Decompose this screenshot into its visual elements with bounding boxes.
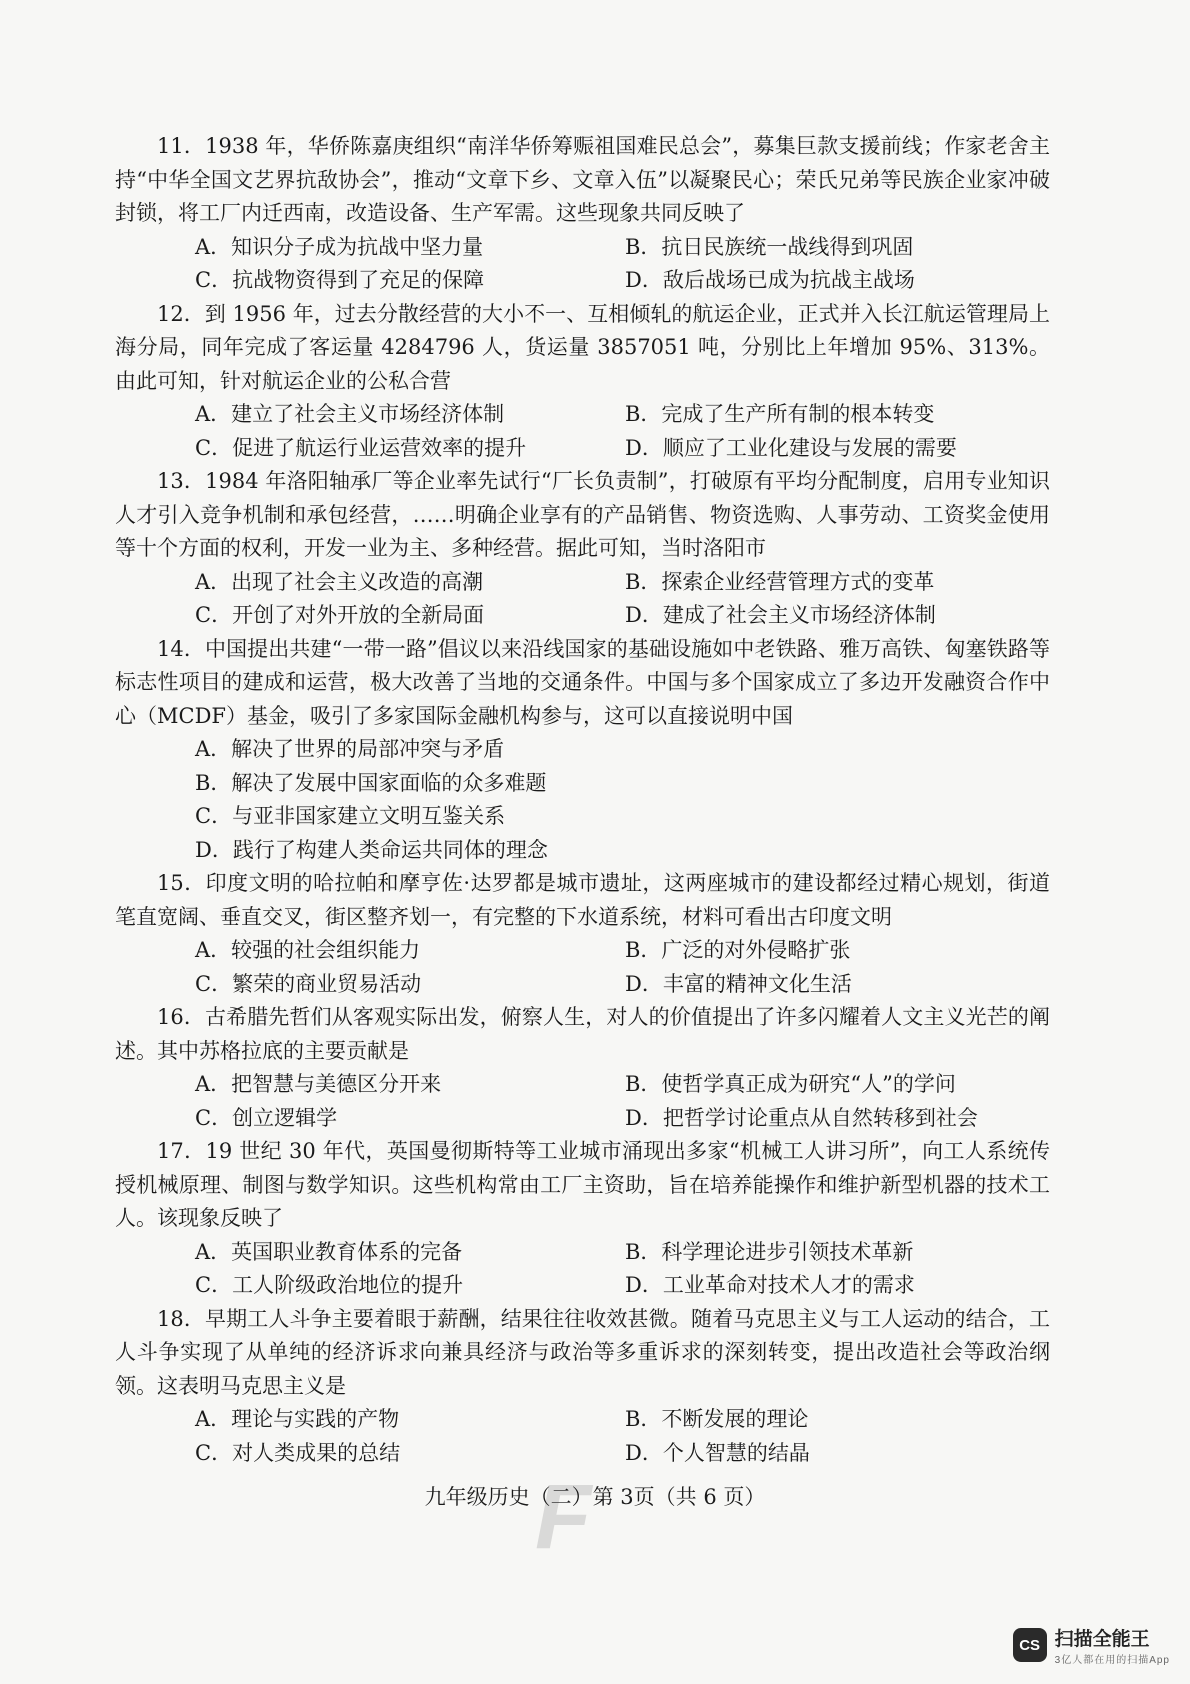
options	[115, 566, 1050, 633]
options	[115, 934, 1050, 1001]
question-stem: 18．早期工人斗争主要着眼于薪酬，结果往往收效甚微。随着马克思主义与工人运动的结合，工人斗争实现了从单纯的经济诉求向兼具经济与政治等多重诉求的深刻转变，提出改造社会等政治纲领。这表明马克思主义是	[115, 1306, 1050, 1398]
question-stem: 13．1984 年洛阳轴承厂等企业率先试行“厂长负责制”，打破原有平均分配制度，启用专业知识人才引入竞争机制和承包经营，……明确企业享有的产品销售、物资选购、人事劳动、工资奖金使用等十个方面的权利，开发一业为主、多种经营。据此可知，当时洛阳市	[115, 469, 1050, 560]
options	[115, 398, 1050, 465]
options	[115, 1068, 1050, 1135]
question-16	[115, 1001, 1050, 1135]
question-stem: 15．印度文明的哈拉帕和摩亨佐·达罗都是城市遗址，这两座城市的建设都经过精心规划，街道笔直宽阔、垂直交叉，街区整齐划一，有完整的下水道系统，材料可看出古印度文明	[115, 871, 1050, 929]
option-d: D．把哲学讨论重点从自然转移到社会	[625, 1105, 978, 1130]
option-c: C．开创了对外开放的全新局面	[195, 603, 485, 627]
option-a: A．英国职业教育体系的完备	[195, 1239, 463, 1264]
scanner-app-badge	[1013, 1624, 1170, 1666]
options	[115, 231, 1050, 298]
question-17	[115, 1135, 1050, 1303]
camscanner-logo-icon: CS	[1013, 1628, 1047, 1662]
option-d: D．工业革命对技术人才的需求	[625, 1273, 915, 1297]
question-18	[115, 1303, 1050, 1471]
option-b: B．不断发展的理论	[625, 1407, 809, 1431]
option-c: C．工人阶级政治地位的提升	[195, 1273, 464, 1297]
option-b: B．使哲学真正成为研究“人”的学问	[625, 1072, 956, 1096]
app-name: 扫描全能王	[1054, 1629, 1150, 1650]
option-c: C．对人类成果的总结	[195, 1440, 401, 1465]
options	[115, 733, 1050, 867]
question-list	[115, 130, 1050, 1470]
option-c: C．促进了航运行业运营效率的提升	[195, 435, 527, 460]
option-b: B．抗日民族统一战线得到巩固	[625, 234, 914, 259]
option-d: D．个人智慧的结晶	[625, 1440, 810, 1465]
option-d: D．践行了构建人类命运共同体的理念	[195, 837, 548, 862]
question-13	[115, 465, 1050, 633]
question-12	[115, 298, 1050, 466]
option-c: C．创立逻辑学	[195, 1105, 338, 1130]
question-stem: 11．1938 年，华侨陈嘉庚组织“南洋华侨筹赈祖国难民总会”，募集巨款支援前线；作家老舍主持“中华全国文艺界抗敌协会”，推动“文章下乡、文章入伍”以凝聚民心；荣氏兄弟等民族企业家冲破封锁，将工厂内迁西南，改造设备、生产军需。这些现象共同反映了	[115, 134, 1050, 225]
option-d: D．敌后战场已成为抗战主战场	[625, 268, 915, 292]
option-c: C．与亚非国家建立文明互鉴关系	[195, 804, 506, 828]
options	[115, 1236, 1050, 1303]
question-stem: 17．19 世纪 30 年代，英国曼彻斯特等工业城市涌现出多家“机械工人讲习所”，向工人系统传授机械原理、制图与数学知识。这些机构常由工厂主资助，旨在培养能操作和维护新型机器的技术工人。该现象反映了	[115, 1139, 1050, 1230]
option-a: A．知识分子成为抗战中坚力量	[195, 234, 484, 259]
option-c: C．抗战物资得到了充足的保障	[195, 268, 485, 292]
option-d: D．建成了社会主义市场经济体制	[625, 603, 936, 627]
option-a: A．较强的社会组织能力	[195, 938, 421, 962]
question-stem: 12．到 1956 年，过去分散经营的大小不一、互相倾轧的航运企业，正式并入长江航运管理局上海分局，同年完成了客运量 4284796 人，货运量 3857051 吨，分别比上年增加 95%、313%。由此可知，针对航运企业的公私合营	[115, 301, 1050, 393]
option-b: B．探索企业经营管理方式的变革	[625, 569, 935, 594]
option-a: A．建立了社会主义市场经济体制	[195, 402, 505, 426]
option-b: B．广泛的对外侵略扩张	[625, 938, 851, 962]
option-a: A．把智慧与美德区分开来	[195, 1072, 442, 1096]
option-b: B．完成了生产所有制的根本转变	[625, 402, 935, 426]
option-b: B．解决了发展中国家面临的众多难题	[195, 770, 547, 795]
question-11	[115, 130, 1050, 298]
option-a: A．出现了社会主义改造的高潮	[195, 569, 484, 594]
option-b: B．科学理论进步引领技术革新	[625, 1239, 914, 1264]
option-a: A．理论与实践的产物	[195, 1407, 400, 1431]
app-tagline: 3亿人都在用的扫描App	[1054, 1655, 1170, 1666]
watermark-letter: F	[535, 1466, 592, 1568]
option-d: D．丰富的精神文化生活	[625, 971, 852, 996]
question-stem: 16．古希腊先哲们从客观实际出发，俯察人生，对人的价值提出了许多闪耀着人文主义光芒的阐述。其中苏格拉底的主要贡献是	[115, 1005, 1050, 1063]
options	[115, 1403, 1050, 1470]
page-footer: 九年级历史（二）第 3页（共 6 页）	[424, 1485, 766, 1509]
question-stem: 14．中国提出共建“一带一路”倡议以来沿线国家的基础设施如中老铁路、雅万高铁、匈塞铁路等标志性项目的建成和运营，极大改善了当地的交通条件。中国与多个国家成立了多边开发融资合作中心（MCDF）基金，吸引了多家国际金融机构参与，这可以直接说明中国	[115, 636, 1050, 728]
option-a: A．解决了世界的局部冲突与矛盾	[195, 737, 505, 761]
option-c: C．繁荣的商业贸易活动	[195, 971, 422, 996]
question-15	[115, 867, 1050, 1001]
question-14	[115, 633, 1050, 868]
app-badge-text	[1055, 1624, 1170, 1666]
option-d: D．顺应了工业化建设与发展的需要	[625, 435, 957, 460]
